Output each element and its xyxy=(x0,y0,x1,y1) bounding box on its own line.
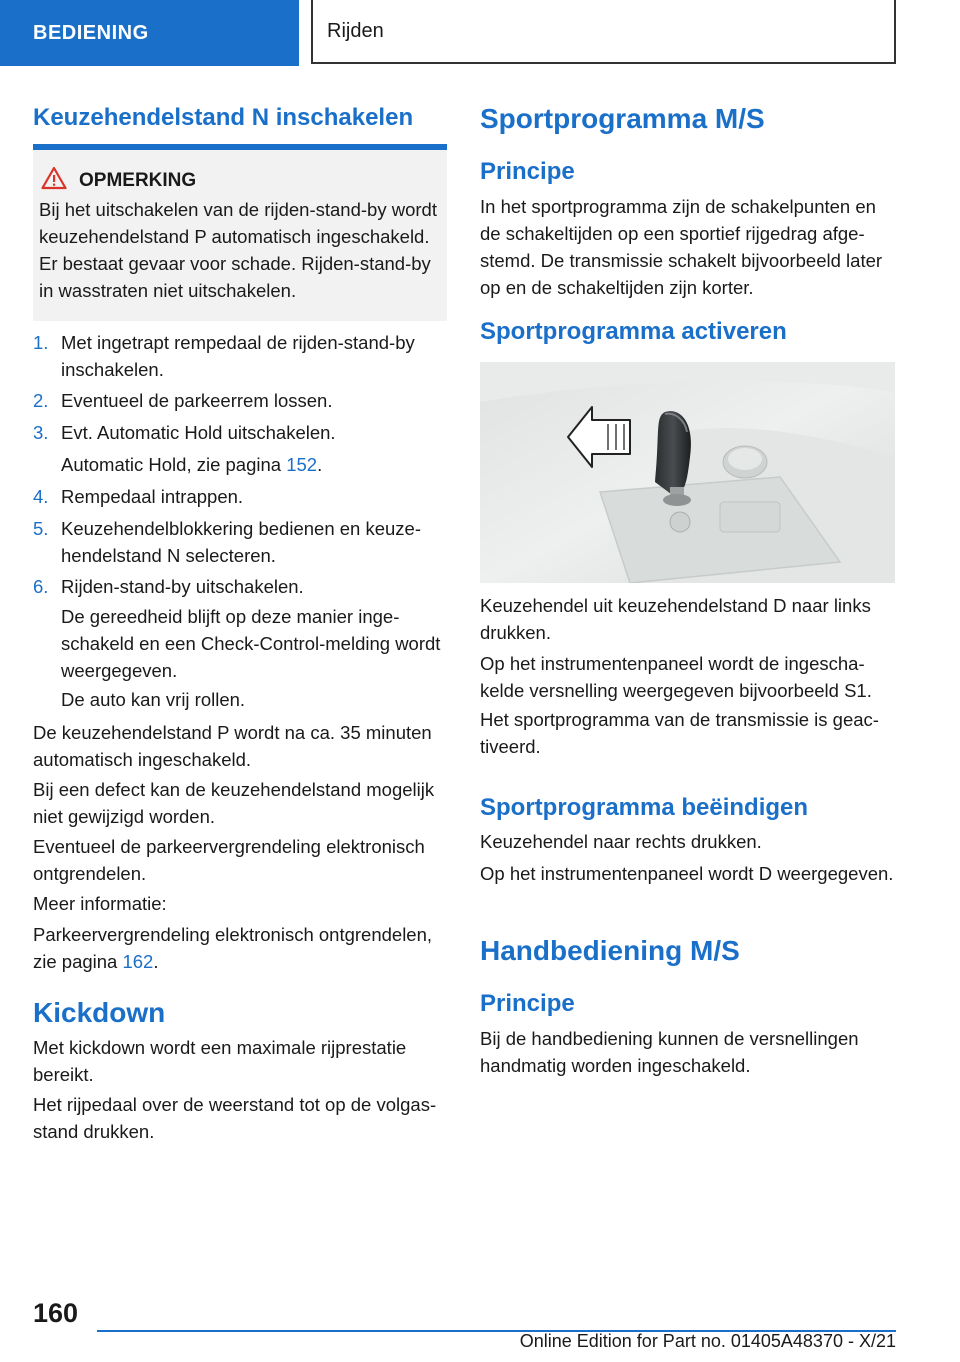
paragraph: Keuzehendel naar rechts drukken. xyxy=(480,831,762,852)
list-text: Eventueel de parkeerrem lossen. xyxy=(61,390,333,411)
header-section: BEDIENING xyxy=(0,0,299,66)
paragraph: Op het instrumentenpaneel wordt D weergegeven. xyxy=(480,863,894,884)
list-number: 6. xyxy=(33,576,49,597)
list-text: Rijden-stand-by uitschakelen. xyxy=(61,576,304,597)
paragraph: Bij de handbediening kunnen de versnellingen handmatig worden ingeschakeld. xyxy=(480,1028,859,1076)
paragraph-text: Parkeervergrendeling elektronisch ontgrendelen, zie pagina xyxy=(33,924,433,972)
page-link-162[interactable]: 162 xyxy=(122,951,154,972)
ref-suffix: . xyxy=(317,454,323,475)
paragraph: Eventueel de parkeervergrendeling elektronisch ontgrendelen. xyxy=(33,836,425,884)
page-link-152[interactable]: 152 xyxy=(286,454,318,475)
list-number: 4. xyxy=(33,486,49,507)
list-number: 5. xyxy=(33,518,49,539)
list-item xyxy=(33,483,447,510)
step6-para2: De auto kan vrij rollen. xyxy=(61,689,246,710)
note-text: Bij het uitschakelen van de rijden-stand-by wordt keuzehendelstand P automatisch ingeschakeld. Er bestaat gevaar voor schade. Rijden-stand-by in wasstraten niet uitschakelen. xyxy=(39,199,437,301)
heading-sportprogramma-beeindigen: Sportprogramma beëindigen xyxy=(480,794,809,821)
note-title-row xyxy=(39,167,439,195)
heading-sportprogramma-activeren: Sportprogramma activeren xyxy=(480,318,787,345)
list-item xyxy=(33,515,447,569)
list-item xyxy=(33,329,447,383)
list-number: 2. xyxy=(33,390,49,411)
paragraph: Het rijpedaal over de weerstand tot op de volgasstand drukken. xyxy=(33,1094,437,1142)
list-number: 1. xyxy=(33,332,49,353)
warning-triangle-icon xyxy=(39,166,79,196)
step3-reference xyxy=(33,451,447,478)
list-text: Met ingetrapt rempedaal de rijden-stand-by inschakelen. xyxy=(61,332,415,380)
paragraph: Keuzehendel uit keuzehendelstand D naar links drukken. xyxy=(480,595,871,643)
gear-selector-illustration xyxy=(480,362,895,583)
paragraph: Met kickdown wordt een maximale rijprestatie bereikt. xyxy=(33,1037,407,1085)
list-item xyxy=(33,573,447,600)
list-text: Keuzehendelblokkering bedienen en keuzehendelstand N selecteren. xyxy=(61,518,422,566)
list-item xyxy=(33,387,447,414)
paragraph: De keuzehendelstand P wordt na ca. 35 minuten automatisch ingeschakeld. xyxy=(33,722,432,770)
paragraph-suffix: . xyxy=(153,951,159,972)
step6-detail xyxy=(33,686,447,713)
paragraph-with-link xyxy=(33,921,447,975)
list-item xyxy=(33,419,447,446)
note-box xyxy=(33,150,447,321)
paragraph: Bij een defect kan de keuzehendelstand mogelijk niet gewijzigd worden. xyxy=(33,779,435,827)
step6-para1: De gereedheid blijft op deze manier ingeschakeld en een Check-Control-melding wordt weergegeven. xyxy=(61,606,441,681)
heading-principe: Principe xyxy=(480,158,575,185)
page-number: 160 xyxy=(33,1298,79,1328)
paragraph: Op het instrumentenpaneel wordt de ingeschakelde versnelling weergegeven bijvoorbeeld S1. xyxy=(480,653,872,701)
paragraph: In het sportprogramma zijn de schakelpunten en de schakeltijden op een sportief rijgedrag afgestemd. De transmissie schakelt bijvoorbeeld later op en de schakeltijden zijn korter. xyxy=(480,196,883,298)
list-text: Rempedaal intrappen. xyxy=(61,486,244,507)
ref-text: Automatic Hold, zie pagina xyxy=(61,454,287,475)
footer-edition: Online Edition for Part no. 01405A48370 - X/21 xyxy=(519,1331,896,1351)
heading-sportprogramma: Sportprogramma M/S xyxy=(480,103,765,134)
heading-kickdown: Kickdown xyxy=(33,997,166,1028)
paragraph: Het sportprogramma van de transmissie is geactiveerd. xyxy=(480,709,879,757)
note-title: OPMERKING xyxy=(79,170,197,191)
heading-handbediening: Handbediening M/S xyxy=(480,935,740,966)
heading-keuzehendelstand-n: Keuzehendelstand N inschakelen xyxy=(33,104,414,131)
paragraph: Meer informatie: xyxy=(33,893,167,914)
header-chapter: Rijden xyxy=(311,0,896,64)
step6-detail xyxy=(33,603,447,684)
heading-principe: Principe xyxy=(480,990,575,1017)
list-number: 3. xyxy=(33,422,49,443)
list-text: Evt. Automatic Hold uitschakelen. xyxy=(61,422,336,443)
